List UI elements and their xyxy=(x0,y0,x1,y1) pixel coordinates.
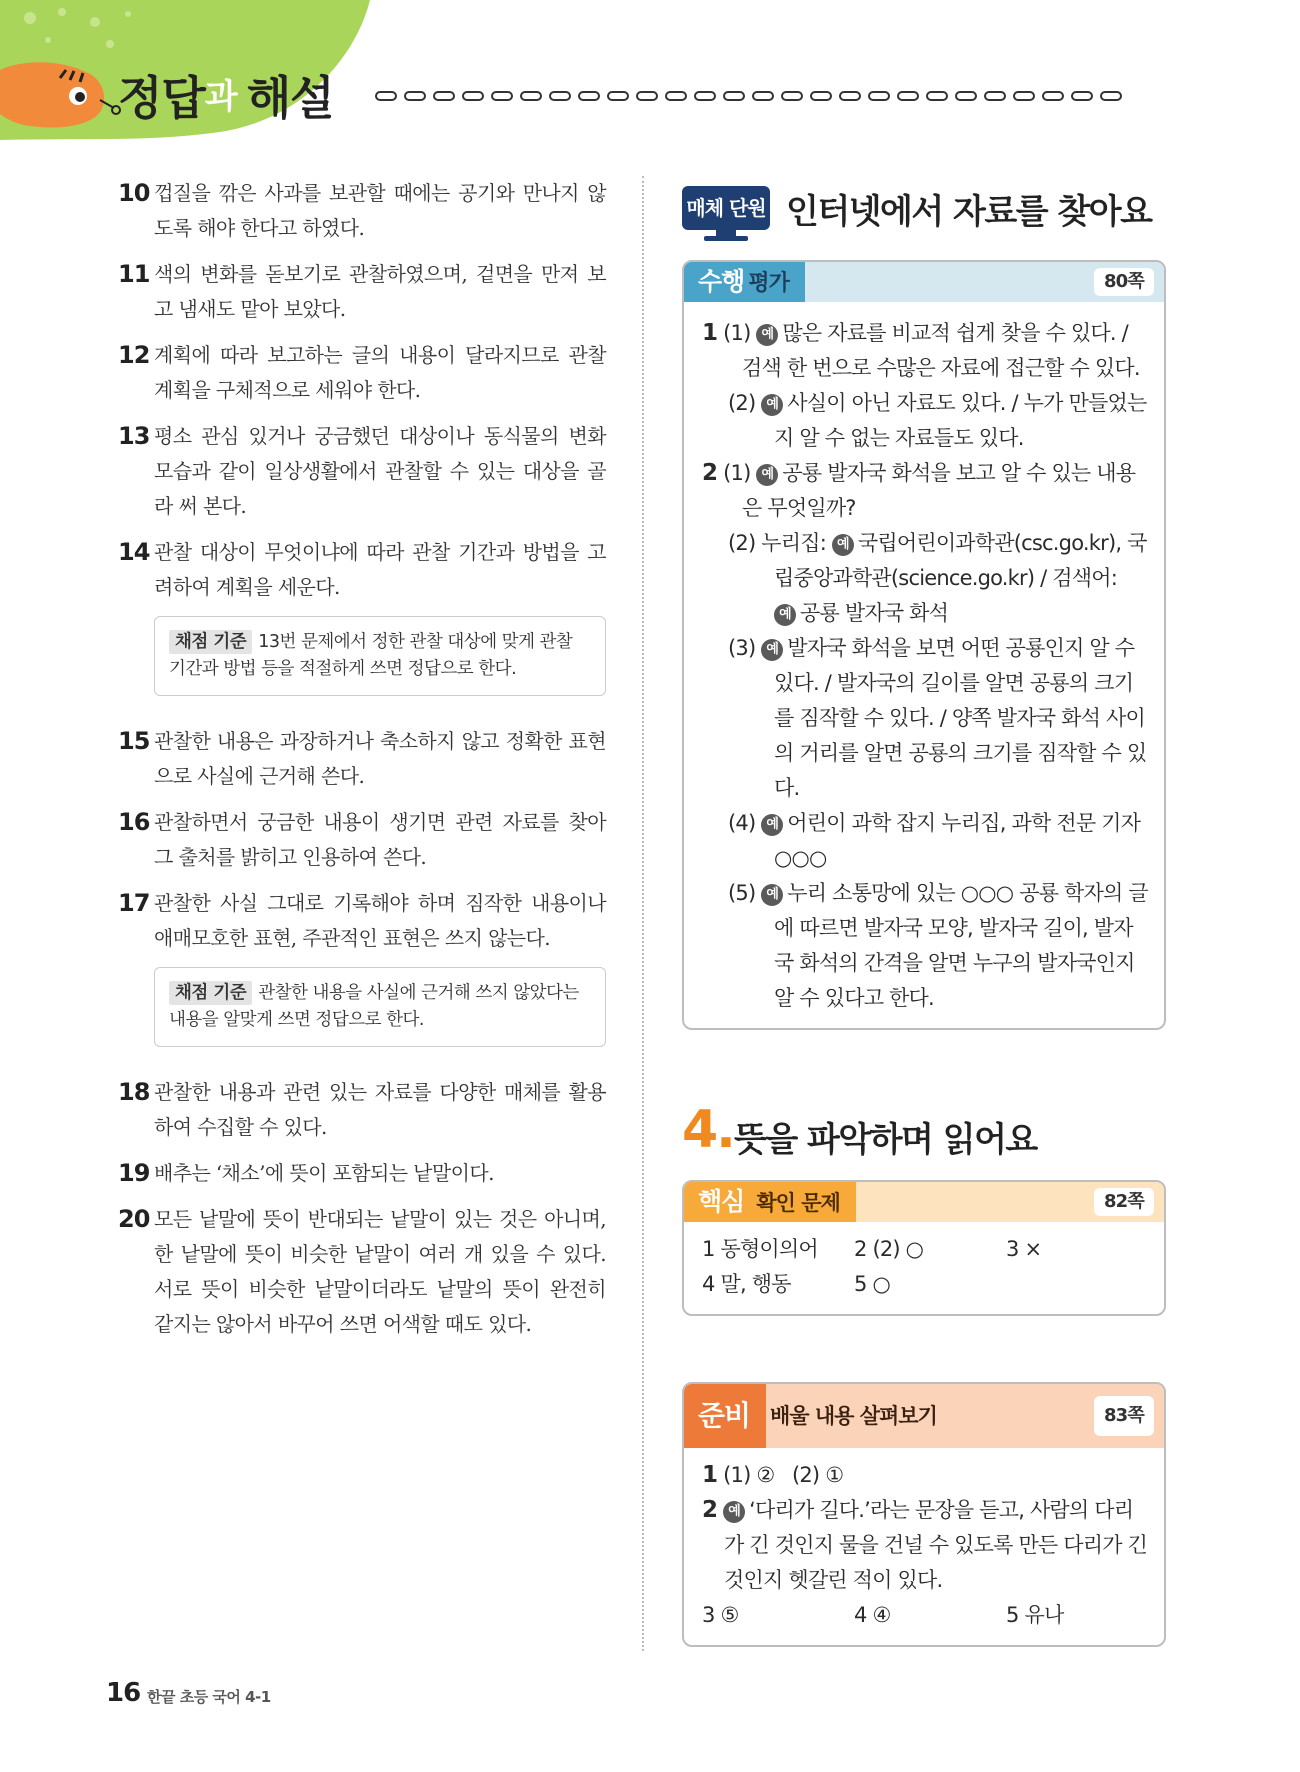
example-mark-icon: 예 xyxy=(761,639,783,661)
answer-text: 공룡 발자국 화석을 보고 알 수 있는 내용은 무엇일까? xyxy=(742,461,1136,520)
sub-number: (2) xyxy=(728,531,756,555)
answer-text: 관찰한 내용과 관련 있는 자료를 다양한 매체를 활용하여 수집할 수 있다. xyxy=(154,1080,606,1139)
answer-text: ‘다리가 길다.’라는 문장을 듣고, 사람의 다리가 긴 것인지 물을 건널 수 있도록 만든 다리가 긴 것인지 헷갈린 적이 있다. xyxy=(724,1498,1148,1592)
answer-text: 유나 xyxy=(1024,1603,1064,1627)
answer-number: 3 xyxy=(702,1603,715,1627)
scoring-criteria-box xyxy=(154,616,606,696)
answer-item xyxy=(118,805,606,875)
box-label-main: 준비 xyxy=(698,1399,751,1432)
haeksim-check-box xyxy=(682,1180,1166,1316)
box-label-main: 수행 xyxy=(698,267,745,296)
answer-text: ④ xyxy=(872,1603,891,1627)
answer-number: 1 xyxy=(702,1462,718,1488)
answer-number: 10 xyxy=(118,179,150,207)
answer-text: 누리집: xyxy=(761,531,826,555)
answer-item xyxy=(118,1202,606,1342)
answer-text: 발자국 화석을 보면 어떤 공룡인지 알 수 있다. / 발자국의 길이를 알면 공룡의 크기를 짐작할 수 있다. / 양쪽 발자국 화석 사이의 거리를 알면 공룡의 크기를 짐작할 수 있다. xyxy=(774,636,1147,800)
answer-text: 동형이의어 xyxy=(720,1237,818,1261)
answer-cell xyxy=(854,1232,1006,1267)
answer-cell xyxy=(1006,1598,1158,1633)
answer-text: 말, 행동 xyxy=(720,1272,791,1296)
box-header xyxy=(684,1384,1164,1448)
left-answer-column xyxy=(118,176,606,1353)
example-mark-icon: 예 xyxy=(761,884,783,906)
answer-text: 모든 낱말에 뜻이 반대되는 낱말이 있는 것은 아니며, 한 낱말에 뜻이 비슷한 낱말이 여러 개 있을 수 있다. 서로 뜻이 비슷한 낱말이더라도 낱말의 뜻이 완전히 같지는 않아서 바꾸어 쓰면 어색할 때도 있다. xyxy=(154,1207,606,1336)
answer-text: ⑤ xyxy=(720,1603,739,1627)
answer-line xyxy=(702,386,1148,456)
sub-number: (4) xyxy=(728,811,756,835)
answer-text: 배추는 ‘채소’에 뜻이 포함되는 낱말이다. xyxy=(154,1161,494,1185)
answer-number: 16 xyxy=(118,808,150,836)
answer-line xyxy=(702,316,1148,386)
answer-line xyxy=(702,526,1148,631)
box-label-sub: 확인 문제 xyxy=(756,1191,840,1215)
answer-number: 4 xyxy=(702,1272,715,1296)
answer-number: 5 xyxy=(854,1272,867,1296)
answer-row xyxy=(702,1232,1148,1267)
answer-text: (1) ② (2) ① xyxy=(723,1463,844,1487)
example-mark-icon: 예 xyxy=(774,604,796,626)
title-part1: 정답 xyxy=(118,71,205,125)
box-header xyxy=(684,262,1164,302)
answer-cell xyxy=(702,1232,854,1267)
page-reference: 80쪽 xyxy=(1094,268,1154,296)
box-label xyxy=(684,262,805,302)
answer-number: 15 xyxy=(118,727,150,755)
box-label xyxy=(684,1384,766,1448)
answer-number: 18 xyxy=(118,1078,150,1106)
section-number: 4. xyxy=(682,1100,734,1160)
answer-text: 공룡 발자국 화석 xyxy=(800,601,949,625)
answer-text: 관찰한 사실 그대로 기록해야 하며 짐작한 내용이나 애매모호한 표현, 주관적인 표현은 쓰지 않는다. xyxy=(154,891,606,950)
page-reference: 83쪽 xyxy=(1094,1396,1154,1436)
answer-cell xyxy=(702,1267,854,1302)
scoring-criteria-tag: 채점 기준 xyxy=(169,630,252,654)
answer-text: 평소 관심 있거나 궁금했던 대상이나 동식물의 변화 모습과 같이 일상생활에서 관찰할 수 있는 대상을 골라 써 본다. xyxy=(154,424,606,518)
example-mark-icon: 예 xyxy=(756,464,778,486)
answer-item xyxy=(118,724,606,794)
answer-number: 1 xyxy=(702,1237,715,1261)
answer-text: 사실이 아닌 자료도 있다. / 누가 만들었는지 알 수 없는 자료들도 있다. xyxy=(774,391,1147,450)
example-mark-icon: 예 xyxy=(761,394,783,416)
box-label xyxy=(684,1182,856,1222)
title-connector: 과 xyxy=(204,77,237,117)
answer-text: (2) ○ xyxy=(872,1237,924,1261)
answer-item xyxy=(118,886,606,956)
answer-text: × xyxy=(1024,1237,1042,1261)
answer-number: 20 xyxy=(118,1205,150,1233)
answer-number: 2 xyxy=(702,460,718,486)
answer-number: 17 xyxy=(118,889,150,917)
sub-number: (3) xyxy=(728,636,756,660)
answer-number: 19 xyxy=(118,1159,150,1187)
scoring-criteria-box xyxy=(154,967,606,1047)
sub-number: (5) xyxy=(728,881,756,905)
answer-cell xyxy=(854,1267,1006,1302)
answer-cell xyxy=(702,1598,854,1633)
answer-line xyxy=(702,806,1148,876)
answer-item xyxy=(118,419,606,524)
book-title: 한끝 초등 국어 4-1 xyxy=(147,1688,271,1706)
scoring-criteria-tag: 채점 기준 xyxy=(169,981,252,1005)
junbi-preview-box xyxy=(682,1382,1166,1647)
answer-row xyxy=(702,1598,1148,1633)
sub-number: (1) xyxy=(723,321,751,345)
sub-number: (2) xyxy=(728,391,756,415)
example-mark-icon: 예 xyxy=(723,1501,745,1523)
answer-number: 5 xyxy=(1006,1603,1019,1627)
box-label-main: 핵심 xyxy=(698,1187,745,1216)
answer-text: 계획에 따라 보고하는 글의 내용이 달라지므로 관찰 계획을 구체적으로 세워야 한다. xyxy=(154,343,606,402)
answer-number: 2 xyxy=(854,1237,867,1261)
box-body xyxy=(684,1448,1164,1645)
page-title xyxy=(118,62,334,128)
answer-row xyxy=(702,1267,1148,1302)
suhaeng-assessment-box xyxy=(682,260,1166,1030)
answer-item xyxy=(118,1075,606,1145)
unit-title: 인터넷에서 자료를 찾아요 xyxy=(786,192,1152,232)
answer-line xyxy=(702,1493,1148,1598)
dashed-decoration-row xyxy=(375,91,1170,105)
answer-line xyxy=(702,631,1148,806)
answer-text: 관찰하면서 궁금한 내용이 생기면 관련 자료를 찾아 그 출처를 밝히고 인용하여 쓴다. xyxy=(154,810,606,869)
answer-line xyxy=(702,1458,1148,1493)
answer-item xyxy=(118,257,606,327)
answer-line xyxy=(702,876,1148,1016)
answer-text: 껍질을 깎은 사과를 보관할 때에는 공기와 만나지 않도록 해야 한다고 하였다. xyxy=(154,181,606,240)
answer-text: ○ xyxy=(872,1272,890,1296)
section-title: 뜻을 파악하며 읽어요 xyxy=(734,1120,1037,1160)
answer-text: 국립어린이과학관(csc.go.kr), 국립중앙과학관(science.go.kr) / 검색어: xyxy=(774,531,1147,590)
scoring-criteria-text: 13번 문제에서 정한 관찰 대상에 맞게 관찰 기간과 방법 등을 적절하게 쓰면 정답으로 한다. xyxy=(169,632,573,679)
unit-badge-monitor-icon: 매체 단원 xyxy=(682,186,770,230)
answer-text: 관찰 대상이 무엇이냐에 따라 관찰 기간과 방법을 고려하여 계획을 세운다. xyxy=(154,540,606,599)
answer-text: 누리 소통망에 있는 ○○○ 공룡 학자의 글에 따르면 발자국 모양, 발자국 길이, 발자국 화석의 간격을 알면 누구의 발자국인지 알 수 있다고 한다. xyxy=(774,881,1148,1010)
example-mark-icon: 예 xyxy=(756,324,778,346)
answer-number: 3 xyxy=(1006,1237,1019,1261)
answer-item xyxy=(118,338,606,408)
sub-number: (1) xyxy=(723,461,751,485)
page-number: 16 xyxy=(106,1678,141,1708)
page-reference: 82쪽 xyxy=(1094,1188,1154,1216)
answer-item xyxy=(118,176,606,246)
example-mark-icon: 예 xyxy=(832,534,854,556)
answer-line xyxy=(702,456,1148,526)
answer-text: 어린이 과학 잡지 누리집, 과학 전문 기자 ○○○ xyxy=(774,811,1141,870)
answer-text: 색의 변화를 돋보기로 관찰하였으며, 겉면을 만져 보고 냄새도 맡아 보았다. xyxy=(154,262,606,321)
box-header xyxy=(684,1182,1164,1222)
answer-number: 2 xyxy=(702,1497,718,1523)
answer-text: 많은 자료를 비교적 쉽게 찾을 수 있다. / 검색 한 번으로 수많은 자료에 접근할 수 있다. xyxy=(742,321,1140,380)
box-body xyxy=(684,1222,1164,1314)
answer-cell xyxy=(854,1598,1006,1633)
answer-number: 1 xyxy=(702,320,718,346)
column-divider xyxy=(642,176,644,1651)
answer-number: 14 xyxy=(118,538,150,566)
answer-number: 11 xyxy=(118,260,150,288)
answer-text: 관찰한 내용은 과장하거나 축소하지 않고 정확한 표현으로 사실에 근거해 쓴다. xyxy=(154,729,606,788)
answer-item xyxy=(118,1156,606,1191)
box-body xyxy=(684,302,1164,1028)
box-label-sub: 배울 내용 살펴보기 xyxy=(770,1404,937,1428)
answer-item xyxy=(118,535,606,605)
example-mark-icon: 예 xyxy=(761,814,783,836)
box-label-sub: 평가 xyxy=(748,271,789,296)
answer-number: 13 xyxy=(118,422,150,450)
answer-number: 4 xyxy=(854,1603,867,1627)
scoring-criteria-text: 관찰한 내용을 사실에 근거해 쓰지 않았다는 내용을 알맞게 쓰면 정답으로 한다. xyxy=(169,983,579,1030)
answer-cell xyxy=(1006,1232,1158,1267)
answer-number: 12 xyxy=(118,341,150,369)
title-part2: 해설 xyxy=(246,71,334,125)
